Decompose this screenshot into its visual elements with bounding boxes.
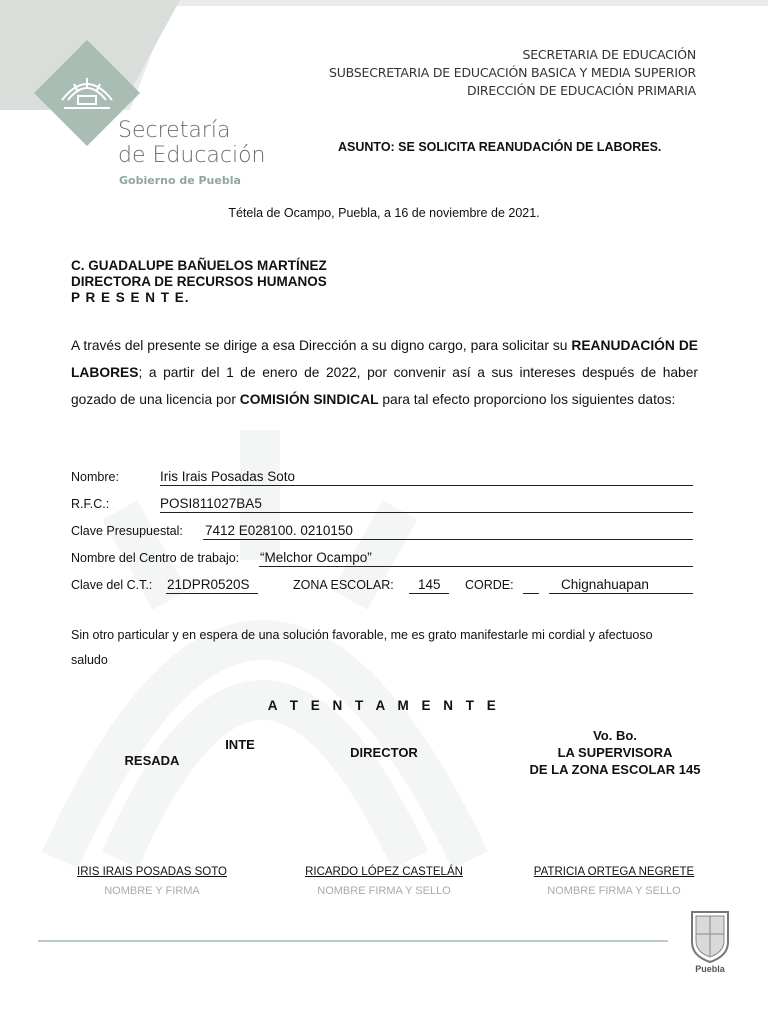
- header-line-direccion: DIRECCIÓN DE EDUCACIÓN PRIMARIA: [467, 83, 696, 98]
- cierre: Sin otro particular y en espera de una solución favorable, me es grato manifestarle mi cordial y afectuoso saludo: [71, 628, 653, 667]
- campo-clave-presupuestal: [71, 520, 694, 538]
- footer-divider: [38, 940, 668, 942]
- campo-corde-linea-corta: [523, 593, 539, 594]
- campo-nombre-label: Nombre:: [71, 470, 119, 484]
- firma-nombre-supervisora: PATRICIA ORTEGA NEGRETE: [533, 866, 695, 878]
- firma-vobo: Vo. Bo.: [593, 728, 637, 743]
- lugar-fecha: Tételа de Ocampo, Puebla, a 16 de noviembre de 2021.: [228, 206, 540, 220]
- campo-clave-linea: [203, 539, 693, 540]
- header-line-secretaria: SECRETARIA DE EDUCACIÓN: [522, 47, 696, 62]
- cuerpo-texto-3: para tal efecto proporciono los siguientes datos:: [382, 392, 676, 407]
- campo-corde-linea: [549, 593, 693, 594]
- header-dependencias: [329, 46, 696, 100]
- campo-zona-valor: 145: [418, 577, 441, 592]
- logo-text-educacion: de Educación: [118, 143, 266, 168]
- destinatario-presente: P R E S E N T E.: [71, 290, 190, 305]
- campo-clave-valor: 7412 E028100. 0210150: [205, 523, 353, 538]
- campo-ct-valor: 21DPR0520S: [167, 577, 250, 592]
- campo-clave-ct: [71, 574, 694, 592]
- firma-la-supervisora: LA SUPERVISORA: [557, 745, 673, 760]
- campo-corde-label: CORDE:: [465, 578, 514, 592]
- puebla-escudo-icon: [688, 908, 732, 964]
- asunto: ASUNTO: SE SOLICITA REANUDACIÓN DE LABORES.: [338, 140, 662, 154]
- destinatario-cargo: DIRECTORA DE RECURSOS HUMANOS: [71, 274, 327, 289]
- campo-rfc-label: R.F.C.:: [71, 497, 110, 511]
- cuerpo-reanudacion: REANUDACIÓN DE LABORES: [71, 338, 698, 380]
- campo-rfc-valor: POSI811027BA5: [160, 496, 262, 511]
- atentamente: A T E N T A M E N T E: [267, 698, 501, 713]
- logo-text-gobierno: Gobierno de Puebla: [119, 174, 241, 187]
- campo-centro-label: Nombre del Centro de trabajo:: [71, 551, 240, 565]
- campo-ct-linea: [166, 593, 258, 594]
- campo-nombre-valor: Iris Irais Posadas Soto: [160, 469, 296, 484]
- campo-rfc-linea: [160, 512, 693, 513]
- cuerpo-texto-2: ; a partir del 1 de enero de 2022, por convenir así a sus intereses después de haber gozado de una licencia por: [71, 365, 698, 407]
- campo-zona-linea: [409, 593, 449, 594]
- campo-ct-label: Clave del C.T.:: [71, 578, 153, 592]
- firma-caption-inte: INTE: [225, 737, 255, 752]
- firma-caption-director: DIRECTOR: [350, 745, 418, 760]
- firma-caption-resada: RESADA: [124, 753, 180, 768]
- header-line-subsecretaria: SUBSECRETARIA DE EDUCACIÓN BASICA Y MEDIA SUPERIOR: [328, 65, 696, 80]
- campo-clave-label: Clave Presupuestal:: [71, 524, 183, 538]
- firma-sub-supervisora: NOMBRE FIRMA Y SELLO: [547, 885, 681, 897]
- firma-caption-supervisora: [500, 727, 730, 778]
- destinatario: [71, 258, 327, 306]
- firma-nombre-director: RICARDO LÓPEZ CASTELÁN: [305, 866, 463, 878]
- campo-zona-label: ZONA ESCOLAR:: [293, 578, 394, 592]
- cuerpo-comision: COMISIÓN SINDICAL: [239, 392, 379, 407]
- firma-sub-interesada: NOMBRE Y FIRMA: [104, 885, 200, 897]
- campo-centro-valor: “Melchor Ocampo”: [260, 550, 372, 565]
- firma-zona-escolar: DE LA ZONA ESCOLAR 145: [529, 762, 701, 777]
- campo-nombre-linea: [160, 485, 693, 486]
- campo-centro-trabajo: [71, 547, 694, 565]
- logo-text-secretaria: Secretaría: [118, 118, 231, 143]
- campo-rfc: [71, 493, 694, 511]
- campo-corde-valor: Chignahuapan: [561, 577, 649, 592]
- campo-centro-linea: [259, 566, 693, 567]
- cuerpo-parrafo: [71, 332, 698, 413]
- firma-sub-director: NOMBRE FIRMA Y SELLO: [317, 885, 451, 897]
- firma-nombre-interesada: IRIS IRAIS POSADAS SOTO: [77, 866, 227, 878]
- puebla-escudo-label: Puebla: [695, 964, 725, 974]
- destinatario-nombre: C. GUADALUPE BAÑUELOS MARTÍNEZ: [71, 258, 327, 273]
- campo-nombre: [71, 466, 694, 484]
- cuerpo-texto-1: A través del presente se dirige a esa Dirección a su digno cargo, para solicitar su: [71, 338, 568, 353]
